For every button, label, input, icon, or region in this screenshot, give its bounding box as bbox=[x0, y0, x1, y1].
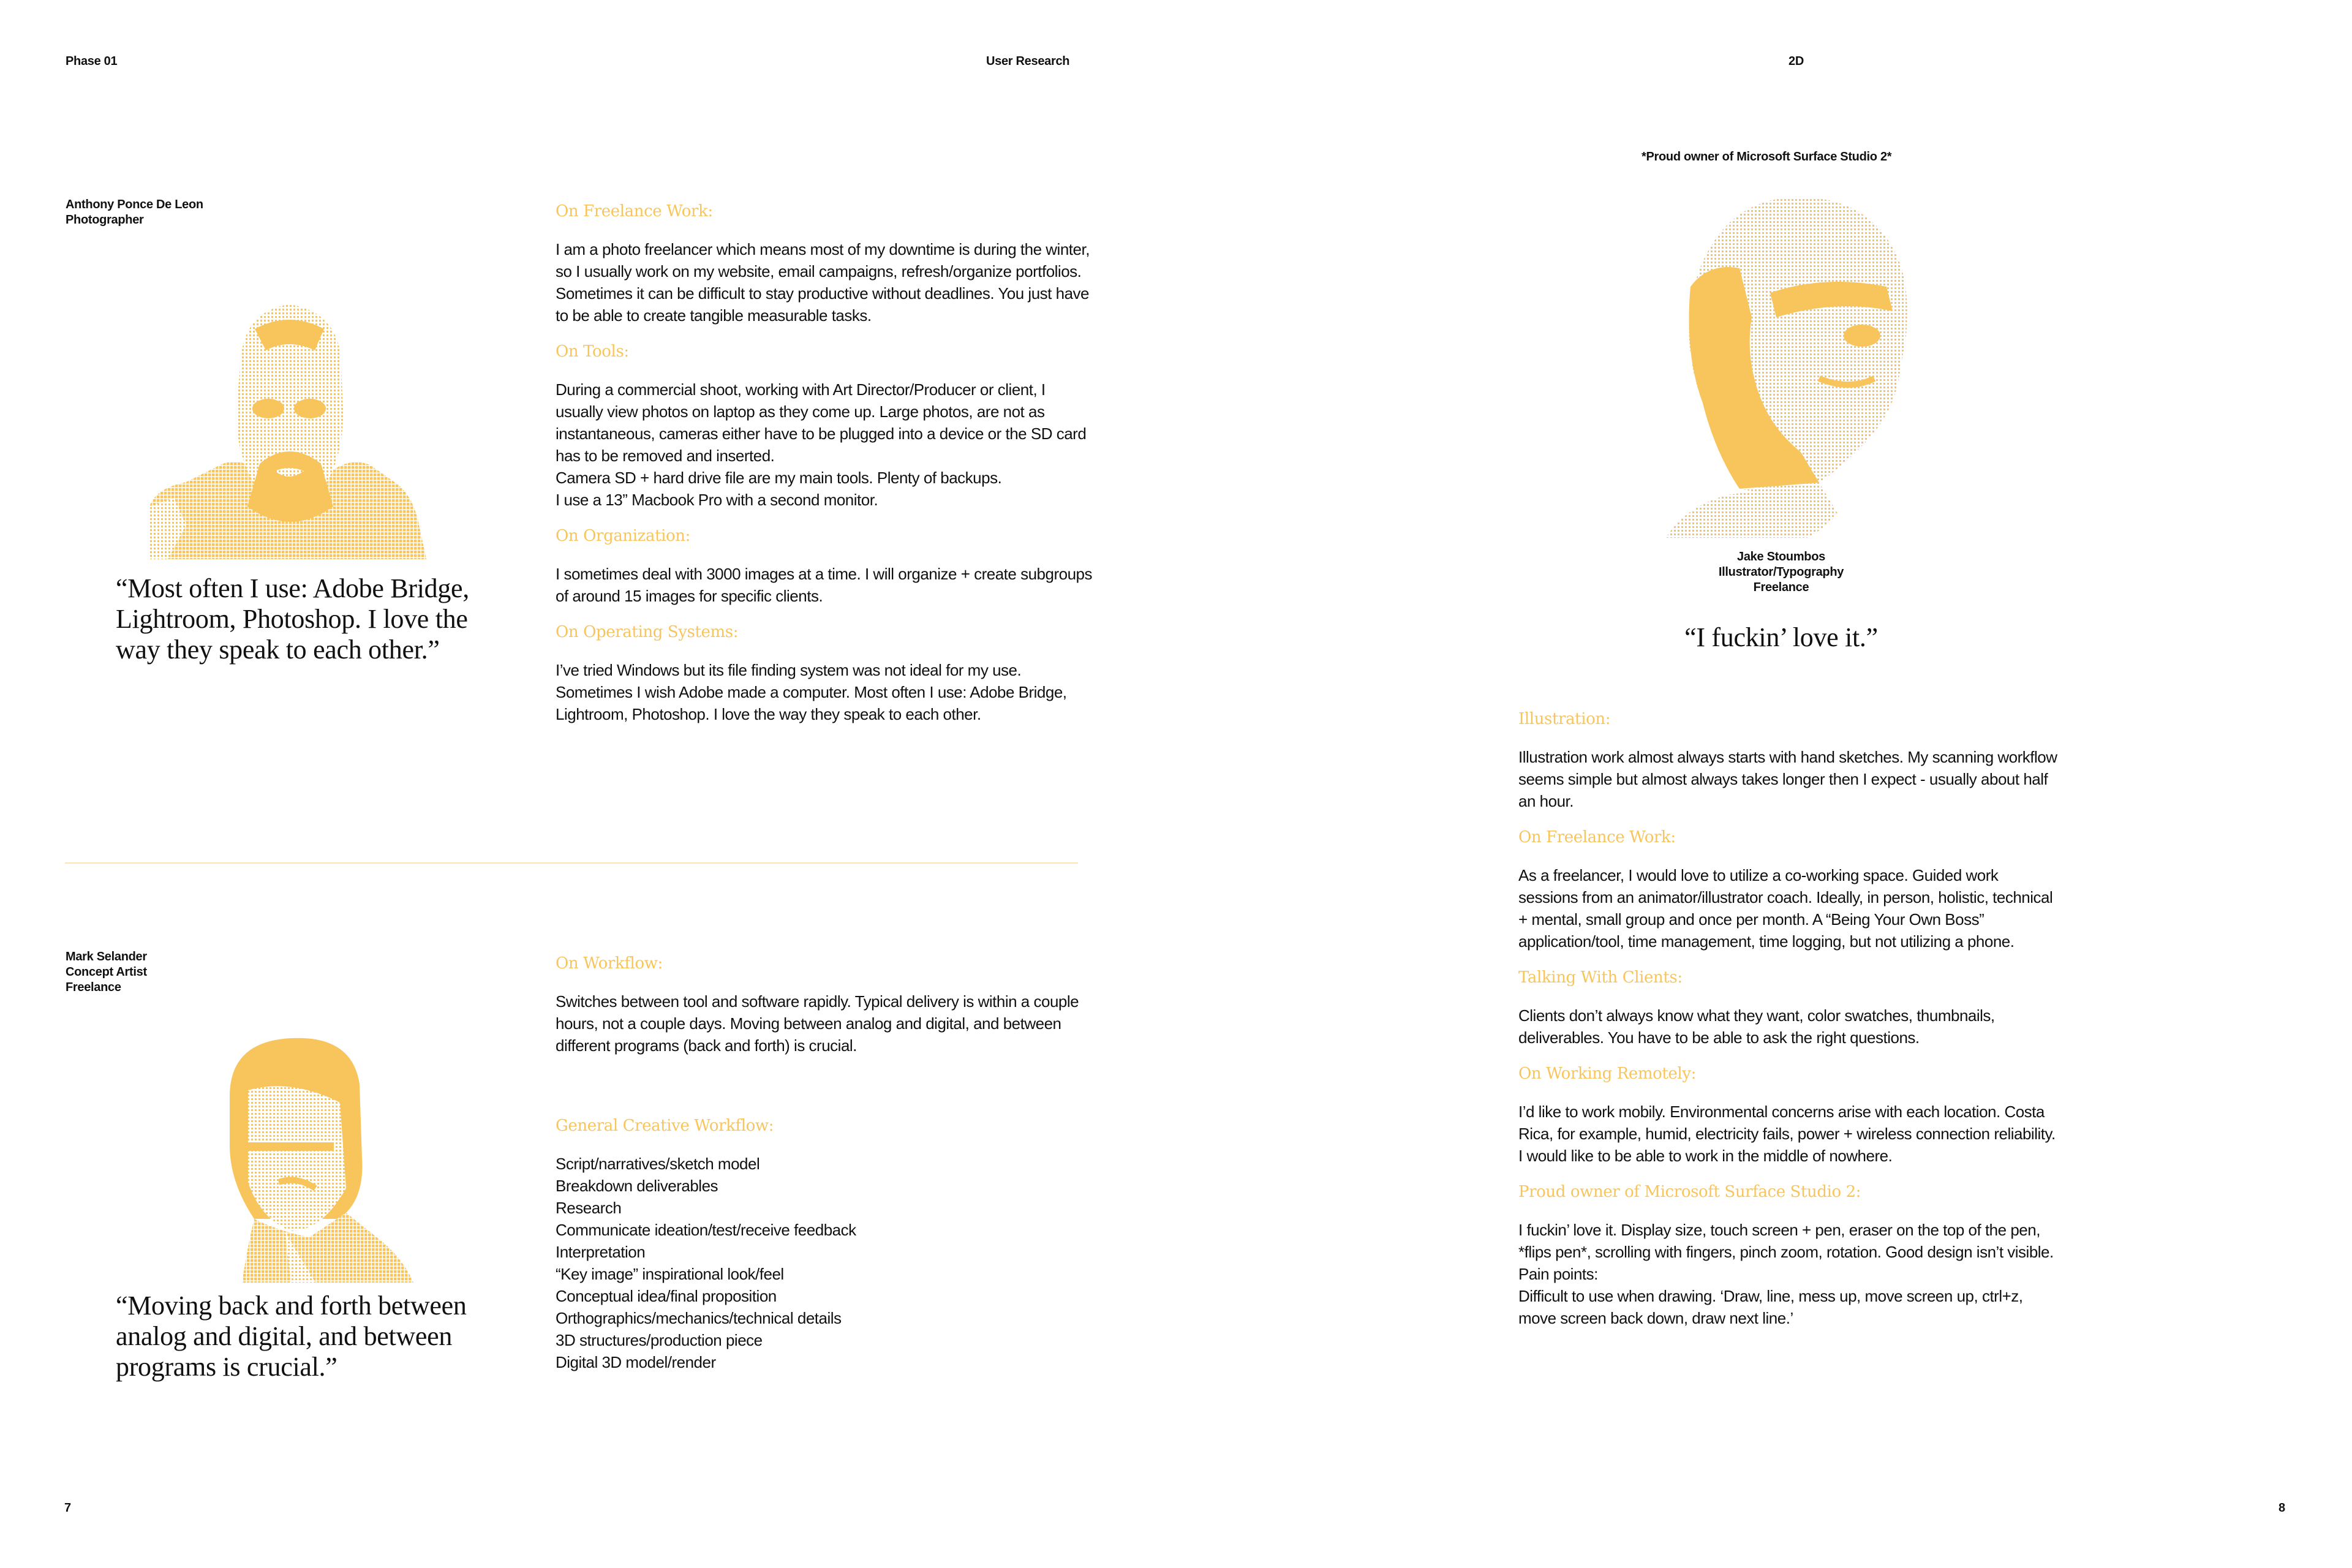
body-line: Camera SD + hard drive file are my main tools. Plenty of backups. bbox=[556, 469, 1002, 487]
list-item: Script/narratives/sketch model bbox=[556, 1155, 760, 1173]
persona-quote-anthony: “Most often I use: Adobe Bridge, Lightroom, Photoshop. I love the way they speak to each other.” bbox=[116, 573, 469, 665]
persona-card-jake bbox=[1659, 549, 1904, 595]
halftone-portrait-icon bbox=[1666, 195, 1926, 538]
section-talking-with-clients bbox=[1518, 967, 2057, 1049]
section-organization bbox=[556, 526, 1095, 607]
section-general-creative-workflow bbox=[556, 1115, 1095, 1373]
section-heading: On Freelance Work: bbox=[556, 202, 713, 221]
section-body: Switches between tool and software rapidly. Typical delivery is within a couple hours, not a couple days. Moving between analog and digital, and between different programs (back and forth) is crucial. bbox=[556, 992, 1079, 1055]
section-heading: General Creative Workflow: bbox=[556, 1117, 774, 1135]
persona-quote-mark: “Moving back and forth between analog and digital, and between programs is crucial.” bbox=[116, 1291, 467, 1382]
portrait-jake bbox=[1666, 195, 1926, 538]
section-heading: Proud owner of Microsoft Surface Studio 2: bbox=[1518, 1183, 1861, 1201]
persona-card-mark bbox=[66, 949, 147, 995]
persona-name: Jake Stoumbos bbox=[1737, 550, 1825, 564]
section-heading: On Organization: bbox=[556, 527, 690, 545]
persona-divider bbox=[65, 862, 1078, 864]
list-item: Breakdown deliverables bbox=[556, 1177, 718, 1195]
section-surface-studio bbox=[1518, 1182, 2057, 1329]
running-header-category: 2D bbox=[1789, 55, 1804, 68]
list-item: “Key image” inspirational look/feel bbox=[556, 1265, 784, 1283]
persona-notes-jake bbox=[1518, 709, 2057, 1344]
section-heading: On Working Remotely: bbox=[1518, 1065, 1696, 1083]
persona-type: Freelance bbox=[1753, 581, 1809, 594]
section-body: Illustration work almost always starts with hand sketches. My scanning workflow seems simple but almost always takes longer then I expect - usually about half an hour. bbox=[1518, 748, 2057, 810]
persona-quote-jake: “I fuckin’ love it.” bbox=[1684, 622, 1878, 652]
section-body: Clients don’t always know what they want, color swatches, thumbnails, deliverables. You have to be able to ask the right questions. bbox=[1518, 1006, 1995, 1047]
halftone-portrait-icon bbox=[149, 304, 426, 559]
persona-notes-mark bbox=[556, 953, 1095, 1388]
section-illustration bbox=[1518, 709, 2057, 812]
portrait-anthony bbox=[149, 304, 426, 559]
list-item: Communicate ideation/test/receive feedback bbox=[556, 1221, 856, 1239]
persona-role: Concept Artist bbox=[66, 965, 147, 979]
list-item: Interpretation bbox=[556, 1243, 646, 1261]
persona-card-anthony bbox=[66, 197, 203, 228]
section-working-remotely bbox=[1518, 1063, 2057, 1167]
list-item: Orthographics/mechanics/technical details bbox=[556, 1309, 842, 1327]
section-heading: On Operating Systems: bbox=[556, 623, 739, 641]
body-line: Difficult to use when drawing. ‘Draw, line, mess up, move screen up, ctrl+z, move screen back down, draw next line.’ bbox=[1518, 1287, 2023, 1327]
running-header-section: User Research bbox=[986, 55, 1070, 68]
section-body: As a freelancer, I would love to utilize a co-working space. Guided work sessions from an animator/illustrator coach. Ideally, in person, holistic, technical + mental, small group and once per month. A “Being Your Own Boss” application/tool, time management, time logging, but not utilizing a phone. bbox=[1518, 866, 2053, 951]
persona-name: Mark Selander bbox=[66, 950, 147, 963]
section-tools bbox=[556, 341, 1095, 511]
list-item: Digital 3D model/render bbox=[556, 1353, 716, 1371]
body-line: I use a 13” Macbook Pro with a second monitor. bbox=[556, 491, 878, 509]
section-body: I’d like to work mobily. Environmental concerns arise with each location. Costa Rica, for example, humid, electricity fails, power + wireless connection reliability. I would like to be able to work in the middle of nowhere. bbox=[1518, 1102, 2056, 1165]
halftone-portrait-icon bbox=[217, 1035, 426, 1283]
page-number-right: 8 bbox=[2278, 1501, 2285, 1515]
running-header-phase: Phase 01 bbox=[66, 55, 118, 68]
list-item: Conceptual idea/final proposition bbox=[556, 1287, 777, 1305]
section-body: I’ve tried Windows but its file finding system was not ideal for my use. Sometimes I wish Adobe made a computer. Most often I use: Adobe Bridge, Lightroom, Photoshop. I love the way they speak to each other. bbox=[556, 661, 1067, 723]
section-heading: Illustration: bbox=[1518, 710, 1611, 728]
body-line: I fuckin’ love it. Display size, touch screen + pen, eraser on the top of the pen, *flips pen*, scrolling with fingers, pinch zoom, rotation. Good design isn’t visible. bbox=[1518, 1221, 2054, 1261]
persona-role: Photographer bbox=[66, 213, 144, 227]
body-line: During a commercial shoot, working with Art Director/Producer or client, I usually view photos on laptop as they come up. Large photos, are not as instantaneous, cameras either have to be plugged into a device or the SD card has to be removed and inserted. bbox=[556, 380, 1087, 465]
body-line: Pain points: bbox=[1518, 1265, 1598, 1283]
portrait-mark bbox=[217, 1035, 426, 1283]
section-heading: On Tools: bbox=[556, 342, 629, 361]
section-heading: On Freelance Work: bbox=[1518, 828, 1676, 846]
persona-role: Illustrator/Typography bbox=[1718, 565, 1844, 579]
section-heading: Talking With Clients: bbox=[1518, 968, 1683, 987]
section-freelance-work bbox=[556, 201, 1095, 326]
section-workflow bbox=[556, 953, 1095, 1057]
list-item: Research bbox=[556, 1199, 622, 1217]
section-freelance-work bbox=[1518, 827, 2057, 952]
page-number-left: 7 bbox=[64, 1501, 71, 1515]
section-body bbox=[1518, 1219, 2057, 1329]
persona-notes-anthony bbox=[556, 201, 1095, 740]
list-item: 3D structures/production piece bbox=[556, 1331, 763, 1349]
section-operating-systems bbox=[556, 622, 1095, 725]
section-body: I am a photo freelancer which means most of my downtime is during the winter, so I usually work on my website, email campaigns, refresh/organize portfolios. Sometimes it can be difficult to stay productive without deadlines. You just have to be able to create tangible measurable tasks. bbox=[556, 240, 1090, 325]
workflow-list bbox=[556, 1153, 1095, 1373]
persona-note: *Proud owner of Microsoft Surface Studio 2* bbox=[1642, 150, 1892, 164]
persona-name: Anthony Ponce De Leon bbox=[66, 198, 203, 211]
persona-type: Freelance bbox=[66, 981, 121, 994]
section-body bbox=[556, 379, 1095, 511]
section-body: I sometimes deal with 3000 images at a time. I will organize + create subgroups of around 15 images for specific clients. bbox=[556, 565, 1093, 605]
section-heading: On Workflow: bbox=[556, 954, 663, 973]
